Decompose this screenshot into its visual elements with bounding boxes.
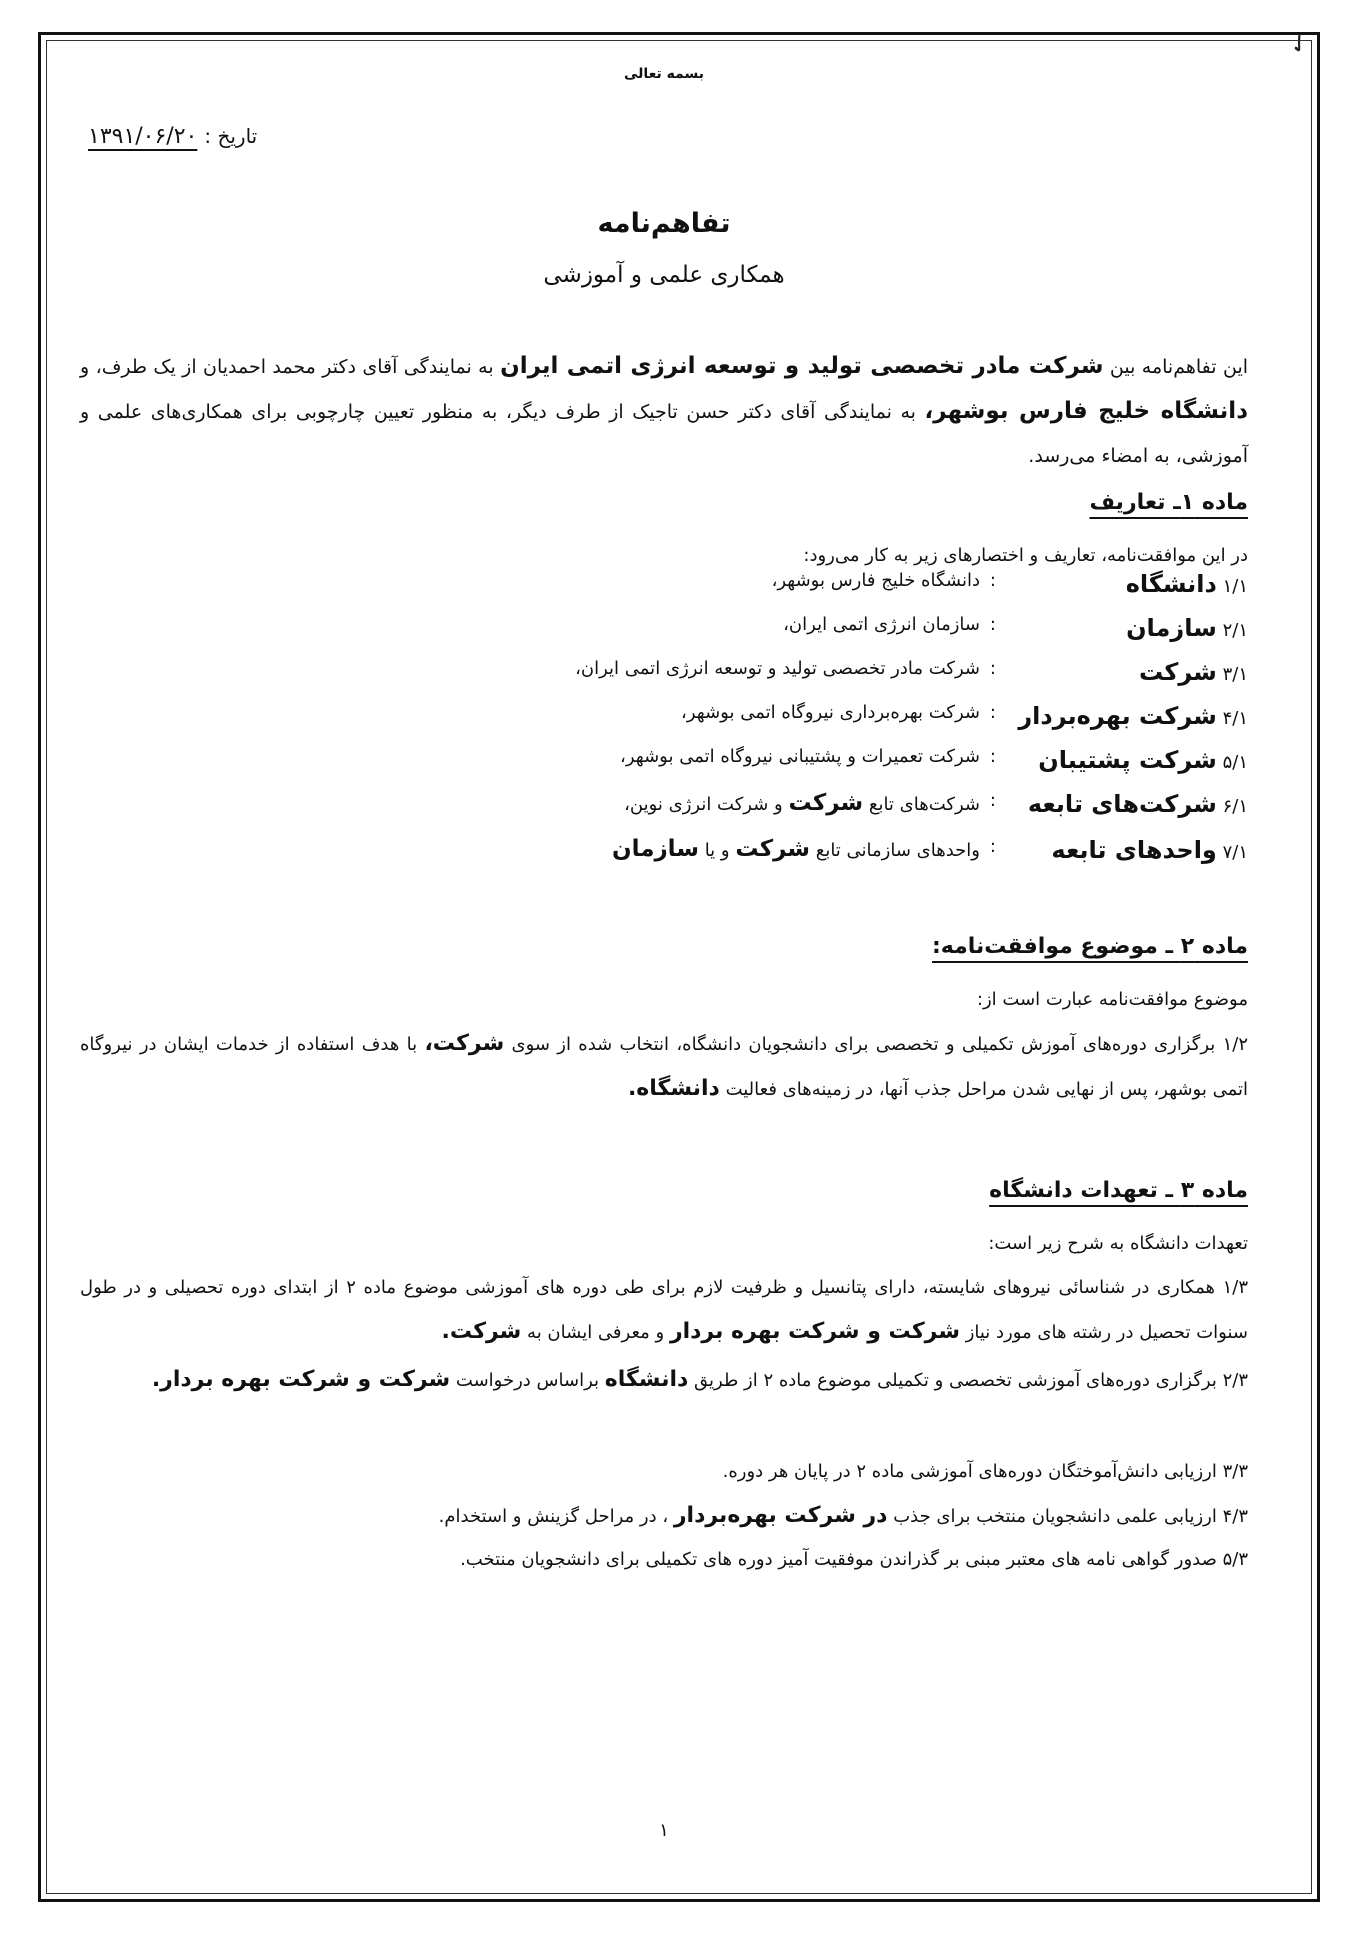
- article-3-lead: تعهدات دانشگاه به شرح زیر است:: [988, 1233, 1248, 1254]
- definition-colon: :: [989, 658, 996, 679]
- definition-term: ۵/۱ شرکت پشتیبان: [1038, 746, 1248, 774]
- corner-tick-mark: ✓: [1282, 25, 1318, 63]
- article-3-item-2: ۲/۳ برگزاری دوره‌های آموزشی تخصصی و تکمیلی موضوع ماده ۲ از طریق دانشگاه براساس درخواست شرکت و شرکت بهره بردار.: [151, 1367, 1248, 1392]
- definition-row: [80, 836, 1248, 882]
- definition-colon: :: [989, 702, 996, 723]
- definition-value: شرکت‌های تابع شرکت و شرکت انرژی نوین،: [624, 790, 980, 816]
- definition-term: ۴/۱ شرکت بهره‌بردار: [1018, 702, 1248, 730]
- intro-text-2: به نمایندگی آقای دکتر محمد احمدیان از یک طرف، و: [80, 356, 494, 378]
- definition-value: شرکت مادر تخصصی تولید و توسعه انرژی اتمی ایران،: [575, 658, 980, 679]
- definition-value: شرکت بهره‌برداری نیروگاه اتمی بوشهر،: [681, 702, 980, 723]
- definition-term: ۲/۱ سازمان: [1126, 614, 1248, 642]
- definition-value: سازمان انرژی اتمی ایران،: [783, 614, 980, 635]
- definition-row: [80, 746, 1248, 792]
- article-3-item-3: ۳/۳ ارزیابی دانش‌آموختگان دوره‌های آموزشی ماده ۲ در پایان هر دوره.: [722, 1461, 1248, 1482]
- definition-value: شرکت تعمیرات و پشتیبانی نیروگاه اتمی بوشهر،: [620, 746, 980, 767]
- article-3-item-1: ۱/۳ همکاری در شناسائی نیروهای شایسته، دارای پتانسیل و ظرفیت لازم برای طی دوره های آموزشی موضوع ماده ۲ از ابتدای دوره تحصیلی و در طول سنوات تحصیل در رشته های مورد نیاز شرکت و شرکت بهره بردار و معرفی ایشان به شرکت.: [80, 1277, 1248, 1344]
- definition-colon: :: [989, 614, 996, 635]
- definition-row: [80, 570, 1248, 616]
- definition-row: [80, 702, 1248, 748]
- article-3-heading: ماده ۳ ـ تعهدات دانشگاه: [989, 1178, 1248, 1203]
- intro-paragraph: [80, 344, 1248, 478]
- definition-term: ۱/۱ دانشگاه: [1125, 570, 1248, 598]
- article-2-lead: موضوع موافقت‌نامه عبارت است از:: [976, 989, 1248, 1010]
- article-3-item-4: ۴/۳ ارزیابی علمی دانشجویان منتخب برای جذب در شرکت بهره‌بردار ، در مراحل گزینش و استخدام.: [438, 1503, 1248, 1528]
- definition-colon: :: [989, 836, 996, 857]
- invocation-text: بسمه تعالی: [623, 66, 705, 82]
- document-title: تفاهم‌نامه: [597, 208, 731, 239]
- definition-value: واحدهای سازمانی تابع شرکت و یا سازمان: [611, 836, 980, 862]
- definition-row: [80, 614, 1248, 660]
- definition-row: [80, 658, 1248, 704]
- date-value: ۱۳۹۱/۰۶/۲۰: [88, 124, 198, 149]
- article-2-heading: ماده ۲ ـ موضوع موافقت‌نامه:: [931, 934, 1248, 959]
- date-label: تاریخ :: [204, 124, 258, 148]
- definition-colon: :: [989, 570, 996, 591]
- page-number: ۱: [659, 1820, 669, 1841]
- definition-term: ۶/۱ شرکت‌های تابعه: [1027, 790, 1248, 818]
- article-1-heading: ماده ۱ـ تعاریف: [1089, 490, 1248, 515]
- definition-colon: :: [989, 790, 996, 811]
- intro-company: شرکت مادر تخصصی تولید و توسعه انرژی اتمی ایران: [500, 353, 1104, 379]
- definition-row: [80, 790, 1248, 836]
- definition-term: ۳/۱ شرکت: [1138, 658, 1248, 686]
- document-body: [80, 48, 1248, 1878]
- definition-term: ۷/۱ واحدهای تابعه: [1051, 836, 1248, 864]
- definition-colon: :: [989, 746, 996, 767]
- intro-text-3: به نمایندگی آقای دکتر حسن تاجیک از طرف دیگر، به منظور تعیین چارچوبی برای همکاری‌های علمی و آموزشی، به امضاء می‌رسد.: [80, 401, 1248, 467]
- date-line: [88, 124, 257, 149]
- intro-university: دانشگاه خلیج فارس بوشهر،: [924, 398, 1248, 424]
- intro-text-1: این تفاهم‌نامه بین: [1109, 356, 1249, 378]
- article-3-item-5: ۵/۳ صدور گواهی نامه های معتبر مبنی بر گذراندن موفقیت آمیز دوره های تکمیلی برای دانشجویان منتخب.: [460, 1549, 1248, 1570]
- article-2-item-1: ۱/۲ برگزاری دوره‌های آموزش تکمیلی و تخصصی برای دانشجویان دانشگاه، انتخاب شده از سوی شرکت، با هدف استفاده از خدمات ایشان در نیروگاه اتمی بوشهر، پس از نهایی شدن مراحل جذب آنها، در زمینه‌های فعالیت دانشگاه.: [80, 1031, 1248, 1101]
- document-subtitle: همکاری علمی و آموزشی: [543, 262, 785, 288]
- article-1-lead: در این موافقت‌نامه، تعاریف و اختصارهای زیر به کار می‌رود:: [803, 545, 1248, 566]
- definition-value: دانشگاه خلیج فارس بوشهر،: [771, 570, 980, 591]
